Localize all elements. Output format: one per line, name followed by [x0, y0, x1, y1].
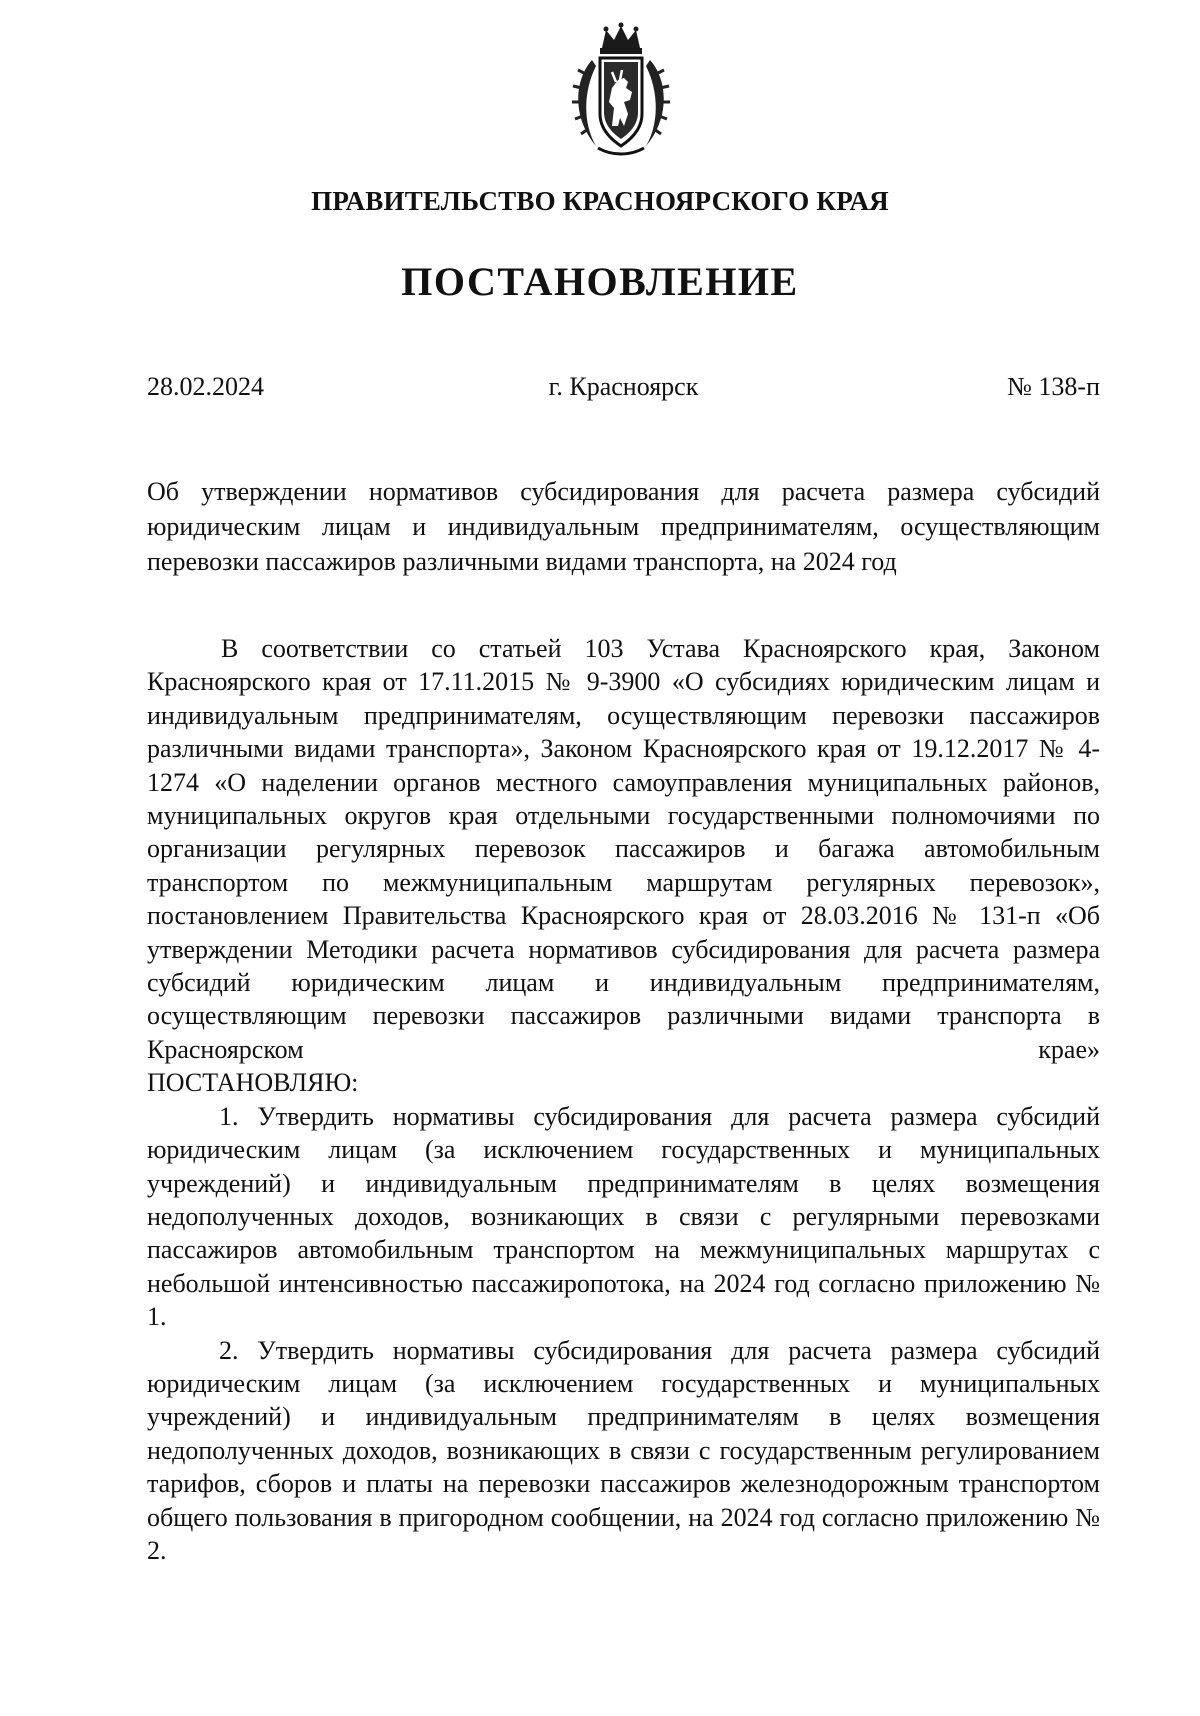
- government-title: ПРАВИТЕЛЬСТВО КРАСНОЯРСКОГО КРАЯ: [311, 186, 889, 216]
- document-date: 28.02.2024: [147, 372, 264, 401]
- document-subject: Об утверждении нормативов субсидирования для расчета размера субсидий юридическим лицам и индивидуальным предпринимателям, осуществляющим перевозки пассажиров различными видами транспорта, на 2024 год: [147, 477, 1100, 576]
- document-type-title: ПОСТАНОВЛЕНИЕ: [401, 259, 799, 304]
- decree-word: ПОСТАНОВЛЯЮ:: [147, 1068, 359, 1098]
- preamble-paragraph: В соответствии со статьей 103 Устава Красноярского края, Законом Красноярского края от 17.11.2015 № 9-3900 «О субсидиях юридическим лицам и индивидуальным предпринимателям, осуществляющим перевозки пассажиров различными видами транспорта», Законом Красноярского края от 19.12.2017 № 4-1274 «О наделении органов местного самоуправления муниципальных районов, муниципальных округов края отдельными государственными полномочиями по организации регулярных перевозок пассажиров и багажа автомобильным транспортом по межмуниципальным маршрутам регулярных перевозок», постановлением Правительства Красноярского края от 28.03.2016 № 131-п «Об утверждении Методики расчета нормативов субсидирования для расчета размера субсидий юридическим лицам и индивидуальным предпринимателям, осуществляющим перевозки пассажиров различными видами транспорта в Красноярском крае»: [147, 634, 1100, 1064]
- krasnoyarsk-coat-of-arms-icon: [562, 22, 680, 160]
- decree-item-1: 1. Утвердить нормативы субсидирования для расчета размера субсидий юридическим лицам (за исключением государственных и муниципальных учреждений) и индивидуальным предпринимателям в целях возмещения недополученных доходов, возникающих в связи с регулярными перевозками пассажиров автомобильным транспортом на межмуниципальных маршрутах с небольшой интенсивностью пассажиропотока, на 2024 год согласно приложению № 1.: [147, 1101, 1100, 1332]
- decree-item-2: 2. Утвердить нормативы субсидирования для расчета размера субсидий юридическим лицам (за исключением государственных и муниципальных учреждений) и индивидуальным предпринимателям в целях возмещения недополученных доходов, возникающих в связи с государственным регулированием тарифов, сборов и платы на перевозки пассажиров железнодорожным транспортом общего пользования в пригородном сообщении, на 2024 год согласно приложению № 2.: [147, 1335, 1100, 1565]
- document-city: г. Красноярск: [548, 372, 699, 401]
- document-number: № 138-п: [1007, 372, 1100, 401]
- document-meta-row: [147, 372, 1100, 408]
- document-body: [147, 632, 1100, 1567]
